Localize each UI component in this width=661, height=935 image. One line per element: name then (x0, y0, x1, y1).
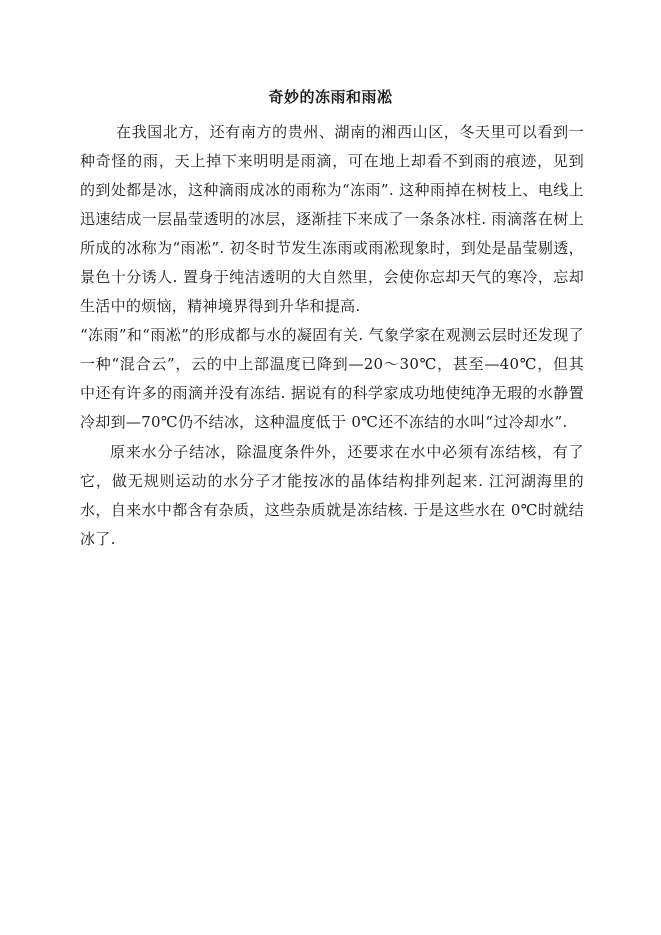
paragraph-2: “冻雨”和“雨凇”的形成都与水的凝固有关. 气象学家在观测云层时还发现了一种“混合云”，云的中上部温度已降到—20～30℃，甚至—40℃，但其中还有许多的雨滴并没有冻结. 据说有的科学家成功地使纯净无瑕的水静置冷却到—70℃仍不结冰，这种温度低于 0℃还不冻结的水叫“过冷却水”. (80, 326, 584, 431)
document-title: 奇妙的冻雨和雨凇 (268, 88, 393, 106)
paragraph-3: 原来水分子结冰，除温度条件外，还要求在水中必须有冻结核，有了它，做无规则运动的水分子才能按冰的晶体结构排列起来. 江河湖海里的水，自来水中都含有杂质，这些杂质就是冻结核. 于是这些水在 0℃时就结冰了. (80, 443, 584, 548)
paragraph-1: 在我国北方，还有南方的贵州、湖南的湘西山区，冬天里可以看到一种奇怪的雨，天上掉下来明明是雨滴，可在地上却看不到雨的痕迹，见到的到处都是冰，这种滴雨成冰的雨称为“冻雨”. 这种雨掉在树枝上、电线上迅速结成一层晶莹透明的冰层，逐渐挂下来成了一条条冰柱. 雨滴落在树上所成的冰称为“雨凇”. 初冬时节发生冻雨或雨凇现象时，到处是晶莹剔透，景色十分诱人. 置身于纯洁透明的大自然里，会使你忘却天气的寒冷，忘却生活中的烦恼，精神境界得到升华和提高. (80, 123, 584, 315)
document-body (80, 118, 584, 554)
